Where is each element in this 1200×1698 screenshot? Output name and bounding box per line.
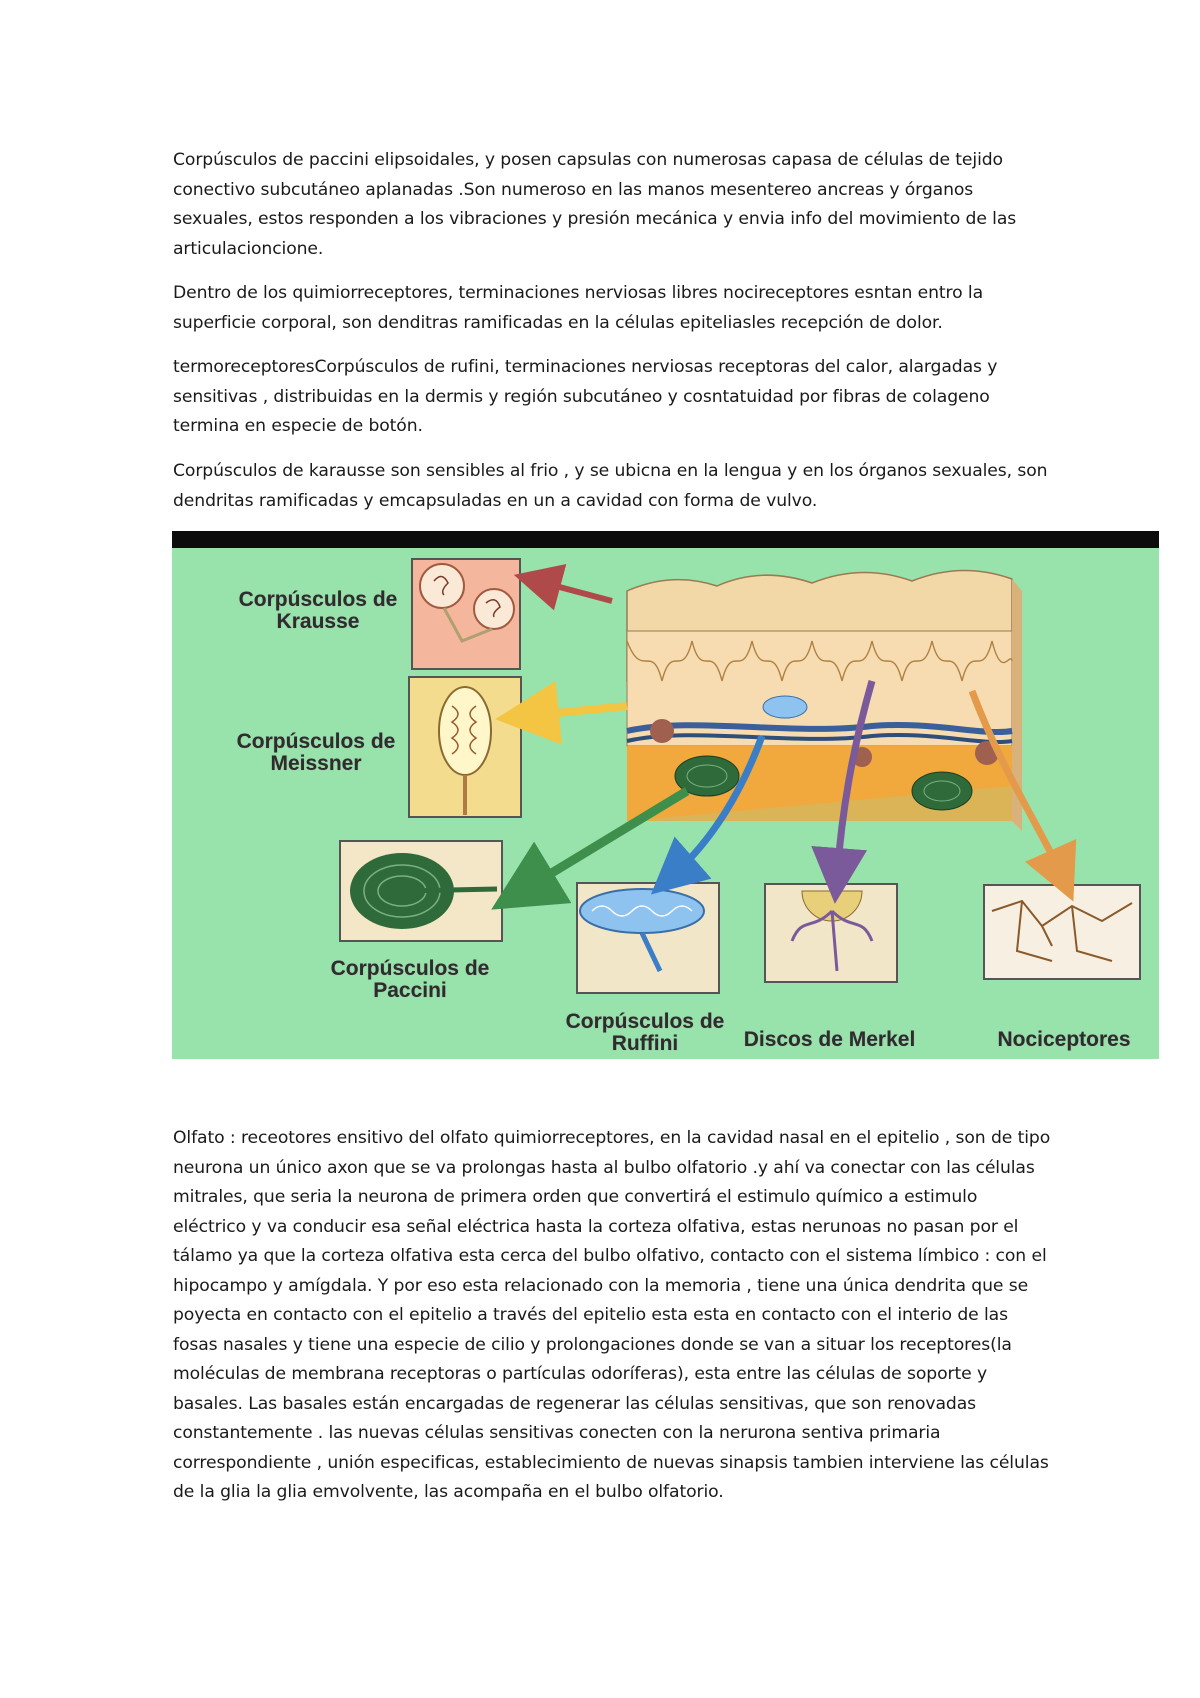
nociceptores-panel [984,885,1140,979]
paragraph-paccini: Corpúsculos de paccini elipsoidales, y posen capsulas con numerosas capasa de células de tejido conectivo subcutáneo aplanadas .Son numeroso en las manos mesentereo ancreas y órganos sexuales, estos responden a los vibraciones y presión mecánica y envia info del movimiento de las articulacioncione. [173,150,1017,259]
skin-receptors-figure [172,531,1159,1059]
label-paccini: Corpúsculos de Paccini [330,957,490,1002]
paragraph-krausse: Corpúsculos de karausse son sensibles al frio , y se ubicna en la lengua y en los órganos sexuales, son dendritas ramificadas y emcapsuladas en un a cavidad con forma de vulvo. [173,461,1048,511]
label-krausse: Corpúsculos de Krausse [238,588,398,633]
paragraph-quimiorreceptores: Dentro de los quimiorreceptores, terminaciones nerviosas libres nocireceptores esntan entro la superficie corporal, son denditras ramificadas en la células epiteliasles recepción de dolor. [173,283,984,333]
merkel-panel [765,884,897,982]
krausse-panel [412,559,520,669]
paragraph-olfato: Olfato : receotores ensitivo del olfato quimiorreceptores, en la cavidad nasal en el epitelio , son de tipo neurona un único axon que se va prolongas hasta al bulbo olfatorio .y ahí va conectar con las células mitrales, que seria la neurona de primera orden que convertirá el estimulo químico a estimulo eléctrico y va conducir esa señal eléctrica hasta la corteza olfativa, estas nerunoas no pasan por el tálamo ya que la corteza olfativa esta cerca del bulbo olfativo, contacto con el sistema límbico : con el hipocampo y amígdala. Y por eso esta relacionado con la memoria , tiene una única dendrita que se poyecta en contacto con el epitelio a través del epitelio esta esta en contacto con el interio de las fosas nasales y tiene una especie de cilio y prolongaciones donde se van a situar los receptores(la moléculas de membrana receptoras o partículas odoríferas), esta entre las células de soporte y basales. Las basales están encargadas de regenerar las células sensitivas, que son renovadas constantemente . las nuevas células sensitivas conecten con la nerurona sentiva primaria correspondiente , unión especificas, establecimiento de nuevas sinapsis tambien interviene las células de la glia la glia emvolvente, las acompaña en el bulbo olfatorio. [173,1128,1051,1502]
label-merkel: Discos de Merkel [743,1028,916,1051]
ruffini-panel [577,883,719,993]
paragraph-termoreceptores: termoreceptoresCorpúsculos de rufini, terminaciones nerviosas receptoras del calor, alargadas y sensitivas , distribuidas en la dermis y región subcutáneo y cosntatuidad por fibras de colageno termina en especie de botón. [173,357,998,436]
label-ruffini: Corpúsculos de Ruffini [565,1010,725,1055]
label-nociceptores: Nociceptores [997,1028,1131,1051]
paccini-panel [340,841,502,941]
meissner-panel [409,677,521,817]
label-meissner: Corpúsculos de Meissner [236,730,396,775]
